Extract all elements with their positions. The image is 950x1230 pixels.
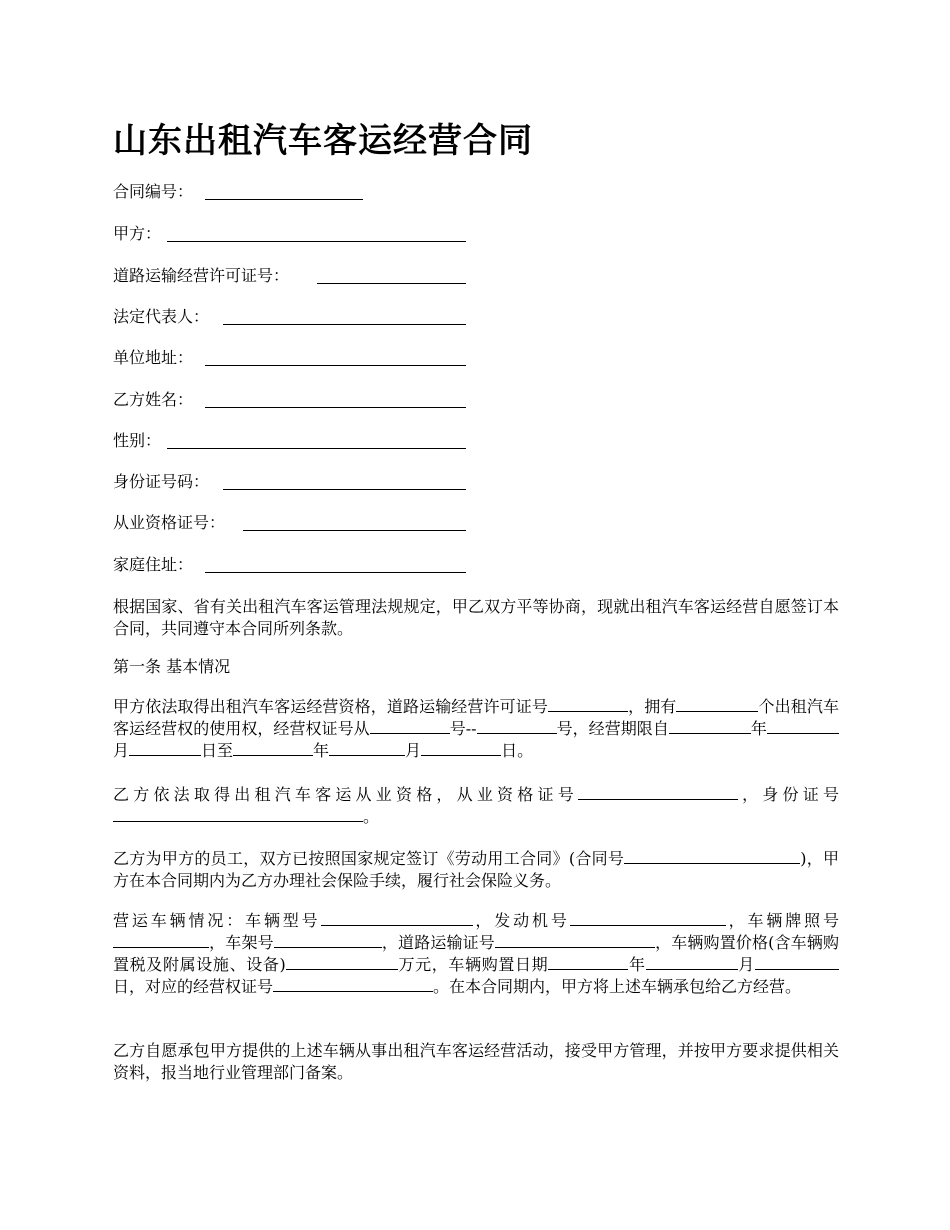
text: 甲方依法取得出租汽车客运经营资格，道路运输经营许可证号 bbox=[113, 697, 548, 716]
text: 月 bbox=[405, 741, 422, 760]
field-label: 合同编号： bbox=[113, 182, 194, 201]
fill-in-line[interactable] bbox=[755, 955, 839, 970]
fill-in-line[interactable] bbox=[167, 241, 466, 242]
field-label: 从业资格证号： bbox=[113, 513, 226, 532]
paragraph-party-a-qualification bbox=[113, 696, 839, 762]
fill-in-line[interactable] bbox=[321, 911, 473, 926]
fill-in-line[interactable] bbox=[624, 849, 800, 864]
fill-in-line[interactable] bbox=[113, 807, 363, 822]
text: 。在本合同期内，甲方将上述车辆承包给乙方经营。 bbox=[433, 977, 802, 996]
fill-in-line[interactable] bbox=[274, 933, 382, 948]
paragraph-labor-contract bbox=[113, 848, 839, 892]
text: 日。 bbox=[501, 741, 534, 760]
field-label: 家庭住址： bbox=[113, 555, 194, 574]
text: 日至 bbox=[201, 741, 234, 760]
field-label: 性别： bbox=[113, 431, 162, 450]
text: 。 bbox=[363, 807, 380, 826]
field-label: 法定代表人： bbox=[113, 307, 210, 326]
party-a-field bbox=[113, 224, 161, 244]
fill-in-line[interactable] bbox=[495, 933, 655, 948]
text: 年 bbox=[750, 719, 767, 738]
fill-in-line[interactable] bbox=[421, 741, 501, 756]
fill-in-line[interactable] bbox=[548, 955, 628, 970]
fill-in-line[interactable] bbox=[286, 955, 398, 970]
text: 号-- bbox=[449, 719, 477, 738]
qualification-number-field bbox=[113, 513, 225, 533]
text: ，道路运输证号 bbox=[381, 933, 495, 952]
permit-number-field bbox=[113, 266, 289, 286]
fill-in-line[interactable] bbox=[578, 785, 738, 800]
text: 月 bbox=[737, 955, 755, 974]
field-label: 乙方姓名： bbox=[113, 390, 194, 409]
text: ，发动机号 bbox=[472, 911, 570, 930]
text: 乙方为甲方的员工，双方已按照国家规定签订《劳动用工合同》(合同号 bbox=[113, 849, 625, 868]
fill-in-line[interactable] bbox=[223, 324, 466, 325]
text: 日，对应的经营权证号 bbox=[113, 977, 274, 996]
fill-in-line[interactable] bbox=[167, 448, 466, 449]
fill-in-line[interactable] bbox=[570, 911, 726, 926]
fill-in-line[interactable] bbox=[329, 741, 405, 756]
text: )，甲方在本合同期内为乙方办理社会保险手续，履行社会保险义务。 bbox=[113, 849, 839, 890]
fill-in-line[interactable] bbox=[205, 365, 466, 366]
fill-in-line[interactable] bbox=[223, 489, 466, 490]
text: ，车架号 bbox=[209, 933, 274, 952]
paragraph-party-b-undertaking: 乙方自愿承包甲方提供的上述车辆从事出租汽车客运经营活动，接受甲方管理，并按甲方要求提供相关资料，报当地行业管理部门备案。 bbox=[113, 1041, 839, 1082]
field-label: 身份证号码： bbox=[113, 472, 210, 491]
fill-in-line[interactable] bbox=[205, 572, 466, 573]
text: 营运车辆情况：车辆型号 bbox=[113, 911, 321, 930]
fill-in-line[interactable] bbox=[205, 199, 363, 200]
text: ，拥有 bbox=[627, 697, 677, 716]
text: 年 bbox=[628, 955, 646, 974]
fill-in-line[interactable] bbox=[233, 741, 313, 756]
text: 乙方依法取得出租汽车客运从业资格，从业资格证号 bbox=[113, 785, 578, 804]
text: 个出租汽车客运经营权的使用权，经营权证号从 bbox=[113, 697, 839, 738]
text: 号，经营期限自 bbox=[556, 719, 669, 738]
text: ，身份证号 bbox=[737, 785, 839, 804]
fill-in-line[interactable] bbox=[477, 719, 557, 734]
contract-number-field bbox=[113, 182, 193, 202]
fill-in-line[interactable] bbox=[205, 407, 466, 408]
document-title: 山东出租汽车客运经营合同 bbox=[113, 121, 533, 161]
text: 万元，车辆购置日期 bbox=[397, 955, 549, 974]
text: 年 bbox=[313, 741, 330, 760]
field-label: 甲方： bbox=[113, 224, 162, 243]
fill-in-line[interactable] bbox=[767, 719, 839, 734]
paragraph-vehicle-info bbox=[113, 910, 839, 998]
legal-representative-field bbox=[113, 307, 209, 327]
home-address-field bbox=[113, 555, 193, 575]
gender-field bbox=[113, 431, 161, 451]
fill-in-line[interactable] bbox=[317, 283, 466, 284]
paragraph-party-b-qualification bbox=[113, 784, 839, 828]
fill-in-line[interactable] bbox=[370, 719, 450, 734]
field-label: 道路运输经营许可证号： bbox=[113, 266, 290, 285]
text: ，车辆购置价格(含车辆购置税及附属设施、设备) bbox=[113, 933, 839, 974]
fill-in-line[interactable] bbox=[548, 697, 628, 712]
fill-in-line[interactable] bbox=[273, 977, 433, 992]
id-number-field bbox=[113, 472, 209, 492]
party-b-name-field bbox=[113, 390, 193, 410]
fill-in-line[interactable] bbox=[129, 741, 201, 756]
text: 月 bbox=[113, 741, 130, 760]
company-address-field bbox=[113, 348, 193, 368]
fill-in-line[interactable] bbox=[646, 955, 738, 970]
fill-in-line[interactable] bbox=[669, 719, 751, 734]
intro-paragraph: 根据国家、省有关出租汽车客运管理法规规定，甲乙双方平等协商，现就出租汽车客运经营自愿签订本合同，共同遵守本合同所列条款。 bbox=[113, 597, 839, 638]
article-1-heading: 第一条 基本情况 bbox=[113, 657, 231, 676]
field-label: 单位地址： bbox=[113, 348, 194, 367]
text: ，车辆牌照号 bbox=[725, 911, 839, 930]
fill-in-line[interactable] bbox=[243, 530, 466, 531]
fill-in-line[interactable] bbox=[676, 697, 758, 712]
fill-in-line[interactable] bbox=[113, 933, 209, 948]
